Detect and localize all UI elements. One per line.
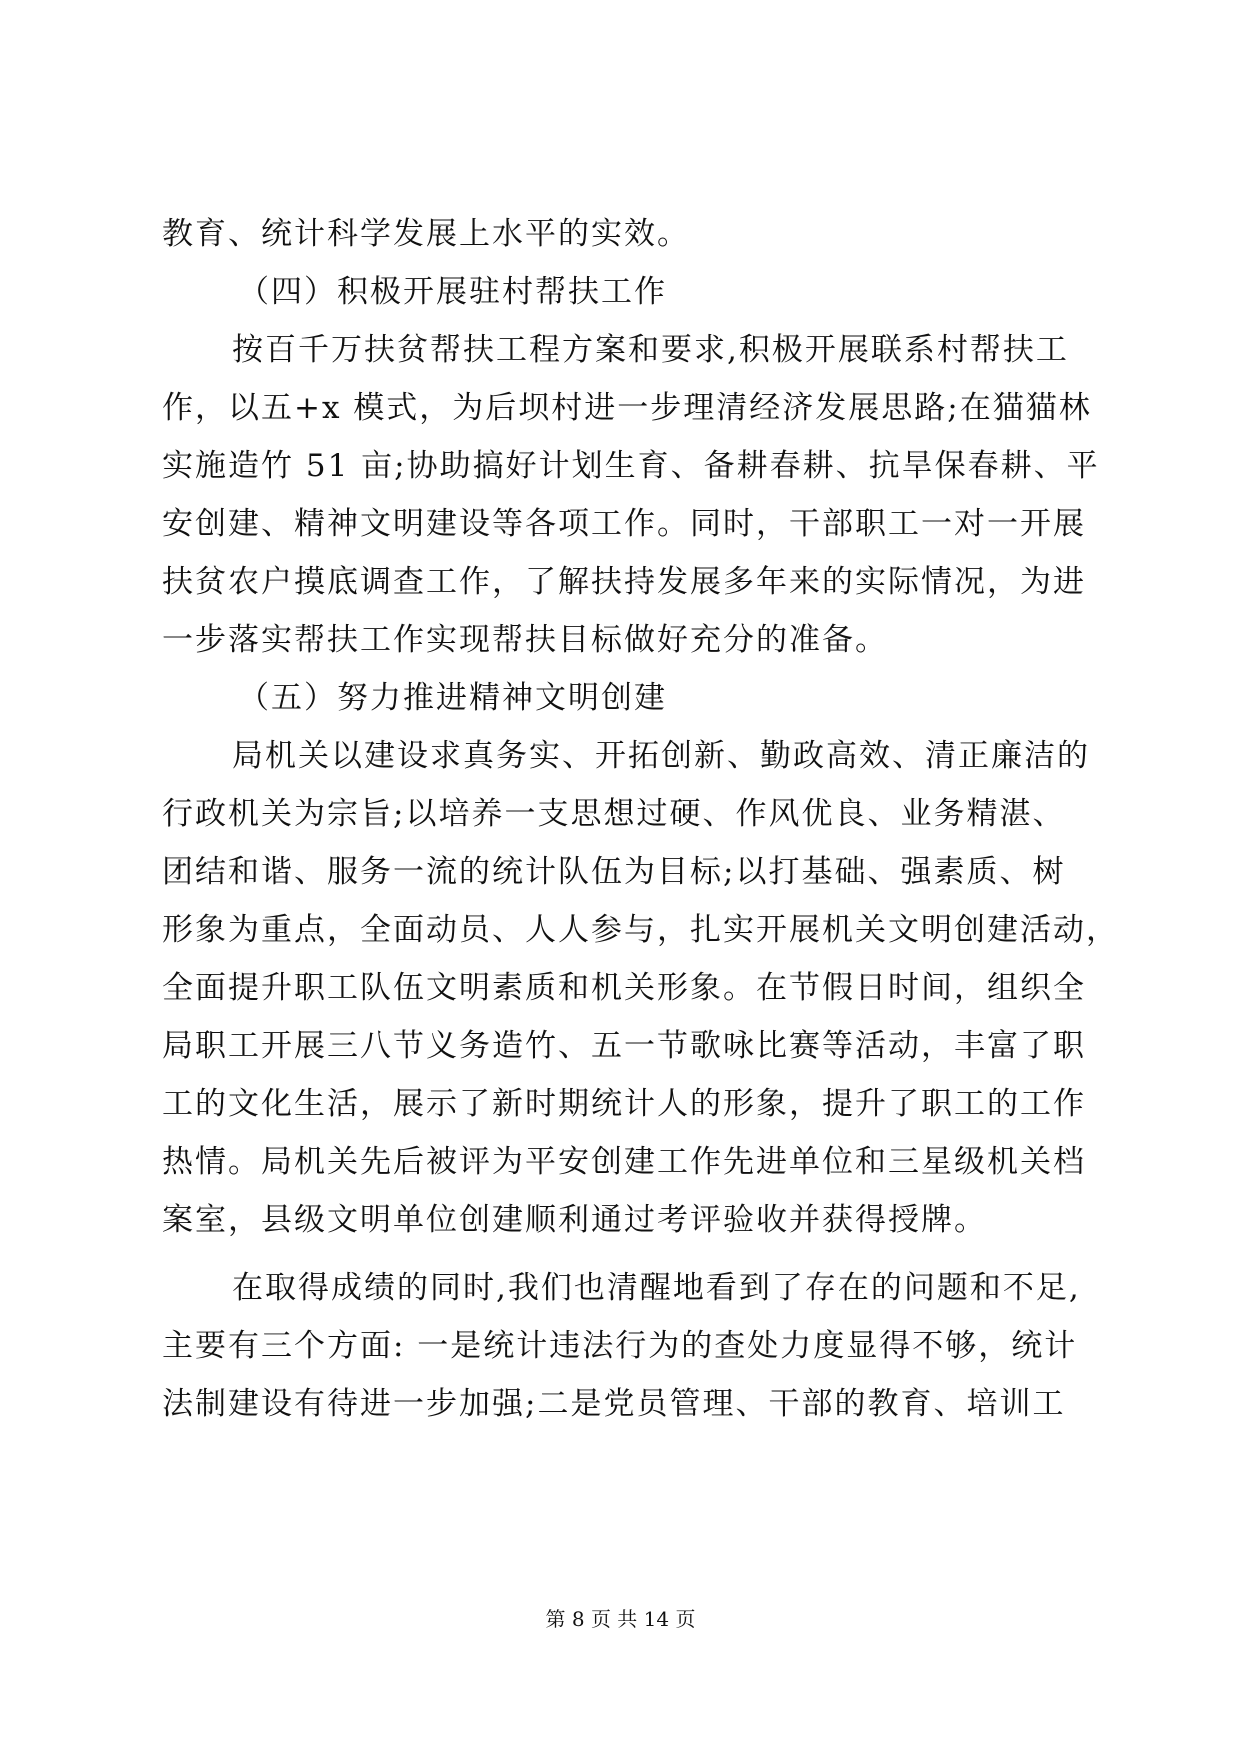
text-line: 全面提升职工队伍文明素质和机关形象。在节假日时间，组织全 bbox=[162, 970, 1086, 1006]
text-line: 在取得成绩的同时,我们也清醒地看到了存在的问题和不足, bbox=[232, 1270, 1081, 1306]
text-line: 工的文化生活，展示了新时期统计人的形象，提升了职工的工作 bbox=[162, 1086, 1086, 1122]
text-line: 团结和谐、服务一流的统计队伍为目标;以打基础、强素质、树 bbox=[162, 854, 1066, 890]
text-line: 一步落实帮扶工作实现帮扶目标做好充分的准备。 bbox=[162, 622, 888, 658]
text-line: 按百千万扶贫帮扶工程方案和要求,积极开展联系村帮扶工 bbox=[232, 332, 1069, 368]
text-line: 教育、统计科学发展上水平的实效。 bbox=[162, 216, 690, 252]
page-footer: 第 8 页 共 14 页 bbox=[545, 1607, 696, 1631]
text-line: 扶贫农户摸底调查工作，了解扶持发展多年来的实际情况，为进 bbox=[162, 564, 1086, 600]
section-heading-4: （四）积极开展驻村帮扶工作 bbox=[238, 274, 667, 310]
text-line: 局职工开展三八节义务造竹、五一节歌咏比赛等活动，丰富了职 bbox=[162, 1028, 1086, 1064]
text-line: 行政机关为宗旨;以培养一支思想过硬、作风优良、业务精湛、 bbox=[162, 796, 1066, 832]
text-line: 形象为重点，全面动员、人人参与，扎实开展机关文明创建活动， bbox=[162, 912, 1119, 948]
section-heading-5: （五）努力推进精神文明创建 bbox=[238, 680, 667, 716]
text-line: 热情。局机关先后被评为平安创建工作先进单位和三星级机关档 bbox=[162, 1144, 1086, 1180]
text-line: 安创建、精神文明建设等各项工作。同时，干部职工一对一开展 bbox=[162, 506, 1086, 542]
text-line: 实施造竹 51 亩;协助搞好计划生育、备耕春耕、抗旱保春耕、平 bbox=[162, 448, 1100, 484]
text-line: 局机关以建设求真务实、开拓创新、勤政高效、清正廉洁的 bbox=[232, 738, 1090, 774]
text-line: 案室，县级文明单位创建顺利通过考评验收并获得授牌。 bbox=[162, 1202, 987, 1238]
text-line: 作，以五+x 模式，为后坝村进一步理清经济发展思路;在猫猫林 bbox=[162, 390, 1092, 426]
text-line: 主要有三个方面: 一是统计违法行为的查处力度显得不够，统计 bbox=[162, 1328, 1078, 1364]
text-line: 法制建设有待进一步加强;二是党员管理、干部的教育、培训工 bbox=[162, 1386, 1066, 1422]
